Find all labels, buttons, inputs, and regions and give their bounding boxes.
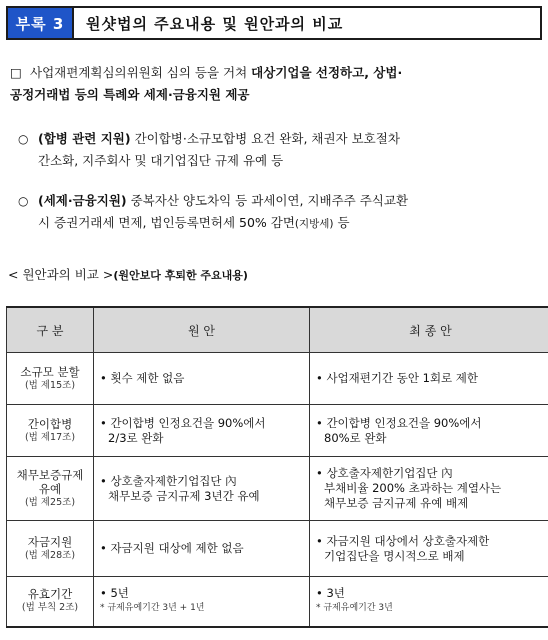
merger-support-item: [18, 128, 540, 172]
original-cell: [94, 405, 310, 457]
row-label-text: 소규모 분할: [20, 364, 80, 379]
tax-finance-line2: [18, 212, 540, 235]
final-line: • 간이합병 인정요건을 90%에서: [316, 415, 482, 430]
original-line: • 5년: [100, 586, 129, 601]
original-line: 2/3로 완화: [108, 430, 164, 445]
table-row: [7, 577, 548, 627]
tax-finance-line2b: (지방세): [294, 218, 334, 230]
original-line: • 횟수 제한 없음: [100, 371, 185, 385]
comparison-subtitle: (원안보다 후퇴한 주요내용): [113, 269, 248, 282]
row-label: [7, 577, 94, 627]
comparison-table: [6, 306, 548, 628]
row-label-text: 채무보증규제: [16, 467, 84, 482]
original-line: • 자금지원 대상에 제한 없음: [100, 541, 244, 555]
tax-finance-line2a: 시 증권거래세 면제, 법인등록면허세 50% 감면: [38, 215, 295, 230]
table-row: [7, 521, 548, 577]
final-cell: [310, 521, 548, 577]
final-line: 기업집단을 명시적으로 배제: [324, 548, 465, 563]
final-note: * 규제유예기간 3년: [316, 603, 393, 614]
original-cell: [94, 353, 310, 405]
circle-bullet-icon: ○: [18, 194, 29, 208]
final-cell: [310, 405, 548, 457]
row-label: [7, 457, 94, 521]
final-line: • 상호출자제한기업집단 內: [316, 466, 453, 480]
intro-line1-plain: 사업재편계획심의위원회 심의 등을 거쳐: [30, 65, 252, 80]
original-cell: [94, 457, 310, 521]
square-bullet-icon: □: [10, 65, 22, 80]
final-line: • 3년: [316, 586, 345, 601]
tax-finance-item: [18, 190, 540, 235]
intro-paragraph: [10, 62, 540, 106]
header-original: 원 안: [94, 307, 310, 353]
tax-finance-line1: 중복자산 양도차익 등 과세이연, 지배주주 주식교환: [126, 193, 409, 208]
appendix-title: 원샷법의 주요내용 및 원안과의 비교: [86, 14, 344, 33]
header-category: 구 분: [7, 307, 94, 353]
merger-support-head: (합병 관련 지원): [38, 131, 131, 146]
row-law: (법 제25조): [24, 496, 76, 508]
table-row: [7, 457, 548, 521]
final-line: • 사업재편기간 동안 1회로 제한: [316, 371, 479, 385]
row-law: (법 부칙 2조): [21, 602, 79, 614]
original-line: • 간이합병 인정요건을 90%에서: [100, 415, 266, 430]
comparison-title: [8, 265, 248, 283]
final-cell: [310, 457, 548, 521]
merger-support-line1: 간이합병·소규모합병 요건 완화, 채권자 보호절차: [130, 131, 400, 146]
intro-line1-bold: 대상기업을 선정하고, 상법·: [251, 65, 403, 80]
circle-bullet-icon: ○: [18, 132, 29, 146]
header-final: 최 종 안: [310, 307, 548, 353]
original-note: * 규제유예기간 3년 + 1년: [100, 603, 205, 614]
tax-finance-line2c: 등: [333, 215, 350, 230]
original-line: • 상호출자제한기업집단 內: [100, 473, 237, 488]
row-label-text: 간이합병: [27, 416, 73, 431]
intro-line2: 공정거래법 등의 특례와 세제·금융지원 제공: [10, 87, 250, 102]
tax-finance-head: (세제·금융지원): [38, 193, 127, 208]
row-label-text: 자금지원: [27, 534, 73, 549]
row-label-text: 유효기간: [27, 587, 73, 602]
row-law: (법 제15조): [24, 379, 76, 391]
table-header-row: [7, 307, 548, 353]
table-row: [7, 405, 548, 457]
final-line: 부채비율 200% 초과하는 계열사는: [324, 481, 502, 495]
final-line: 80%로 완화: [324, 430, 387, 445]
comparison-title-main: < 원안과의 비교 >: [8, 267, 114, 282]
row-label: [7, 405, 94, 457]
original-line: 채무보증 금지규제 3년간 유예: [108, 488, 260, 503]
final-cell: [310, 353, 548, 405]
row-law: (법 제17조): [24, 431, 76, 443]
final-line: 채무보증 금지규제 유예 배제: [324, 496, 469, 510]
appendix-header: [6, 6, 542, 40]
row-label-text2: 유예: [38, 481, 62, 496]
appendix-badge: 부록 3: [8, 8, 74, 38]
merger-support-line2: 간소화, 지주회사 및 대기업집단 규제 유예 등: [38, 153, 284, 168]
row-law: (법 제28조): [24, 549, 76, 561]
table-row: [7, 353, 548, 405]
original-cell: [94, 577, 310, 627]
final-line: • 자금지원 대상에서 상호출자제한: [316, 533, 490, 548]
row-label: [7, 521, 94, 577]
row-label: [7, 353, 94, 405]
final-cell: [310, 577, 548, 627]
original-cell: [94, 521, 310, 577]
